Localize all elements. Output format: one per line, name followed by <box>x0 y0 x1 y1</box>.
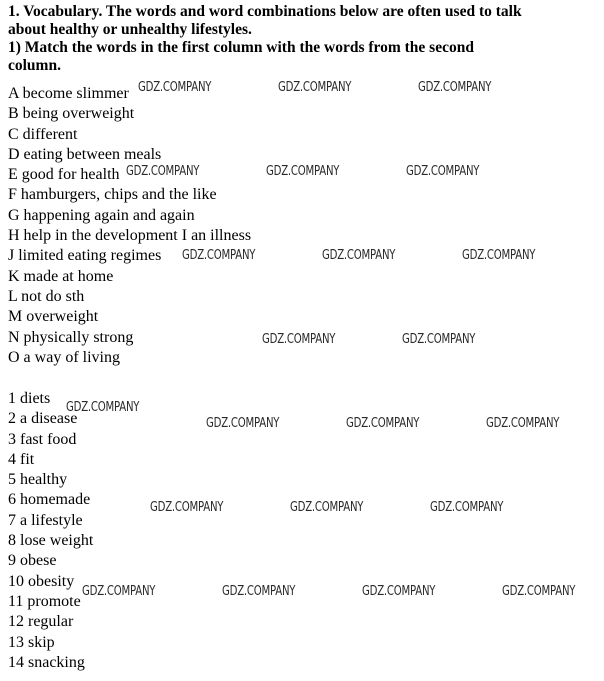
definition-item: J limited eating regimes <box>8 247 162 265</box>
definition-item: O a way of living <box>8 348 120 366</box>
vocabulary-item: 5 healthy <box>8 471 68 489</box>
vocabulary-item: 10 obesity <box>8 572 75 590</box>
heading-line-2: about healthy or unhealthy lifestyles. <box>8 21 252 38</box>
vocabulary-item: 2 a disease <box>8 410 78 428</box>
watermark: GDZ.COMPANY <box>322 248 396 263</box>
watermark: GDZ.COMPANY <box>502 584 576 599</box>
watermark: GDZ.COMPANY <box>206 416 280 431</box>
watermark: GDZ.COMPANY <box>462 248 536 263</box>
vocabulary-item: 14 snacking <box>8 653 85 671</box>
watermark: GDZ.COMPANY <box>430 500 504 515</box>
definition-item: E good for health <box>8 166 120 184</box>
heading-line-4: column. <box>8 57 61 74</box>
heading-line-3: 1) Match the words in the first column with the words from the second <box>8 39 474 56</box>
watermark: GDZ.COMPANY <box>150 500 224 515</box>
definition-item: G happening again and again <box>8 206 195 224</box>
definition-item: H help in the development I an illness <box>8 227 252 245</box>
watermark: GDZ.COMPANY <box>66 400 140 415</box>
watermark: GDZ.COMPANY <box>290 500 364 515</box>
watermark: GDZ.COMPANY <box>82 584 156 599</box>
definition-item: K made at home <box>8 267 114 285</box>
vocabulary-item: 6 homemade <box>8 491 91 509</box>
watermark: GDZ.COMPANY <box>402 332 476 347</box>
watermark: GDZ.COMPANY <box>126 164 200 179</box>
watermark: GDZ.COMPANY <box>222 584 296 599</box>
watermark: GDZ.COMPANY <box>486 416 560 431</box>
definition-item: M overweight <box>8 308 99 326</box>
vocabulary-item: 9 obese <box>8 552 57 570</box>
definition-item: N physically strong <box>8 328 134 346</box>
vocabulary-item: 7 a lifestyle <box>8 511 83 529</box>
definition-item: F hamburgers, chips and the like <box>8 186 217 204</box>
definition-item: L not do sth <box>8 287 85 305</box>
vocabulary-item: 13 skip <box>8 633 55 651</box>
definitions-column <box>8 84 251 368</box>
heading-line-1: 1. Vocabulary. The words and word combinations below are often used to talk <box>8 3 522 20</box>
exercise-heading <box>8 3 600 75</box>
vocabulary-item: 11 promote <box>8 592 81 610</box>
vocabulary-item: 1 diets <box>8 390 51 407</box>
watermark: GDZ.COMPANY <box>266 164 340 179</box>
watermark: GDZ.COMPANY <box>278 80 352 95</box>
vocabulary-item: 3 fast food <box>8 430 77 448</box>
watermark: GDZ.COMPANY <box>138 80 212 95</box>
vocabulary-item: 4 fit <box>8 450 35 468</box>
watermark: GDZ.COMPANY <box>346 416 420 431</box>
definition-item: A become slimmer <box>8 85 129 102</box>
watermark: GDZ.COMPANY <box>262 332 336 347</box>
watermark: GDZ.COMPANY <box>418 80 492 95</box>
definition-item: B being overweight <box>8 105 135 123</box>
watermark: GDZ.COMPANY <box>182 248 256 263</box>
vocabulary-item: 12 regular <box>8 613 74 631</box>
vocabulary-item: 8 lose weight <box>8 532 94 550</box>
definition-item: D eating between meals <box>8 145 162 163</box>
watermark: GDZ.COMPANY <box>362 584 436 599</box>
watermark: GDZ.COMPANY <box>406 164 480 179</box>
vocabulary-column <box>8 389 93 673</box>
definition-item: C different <box>8 125 78 143</box>
